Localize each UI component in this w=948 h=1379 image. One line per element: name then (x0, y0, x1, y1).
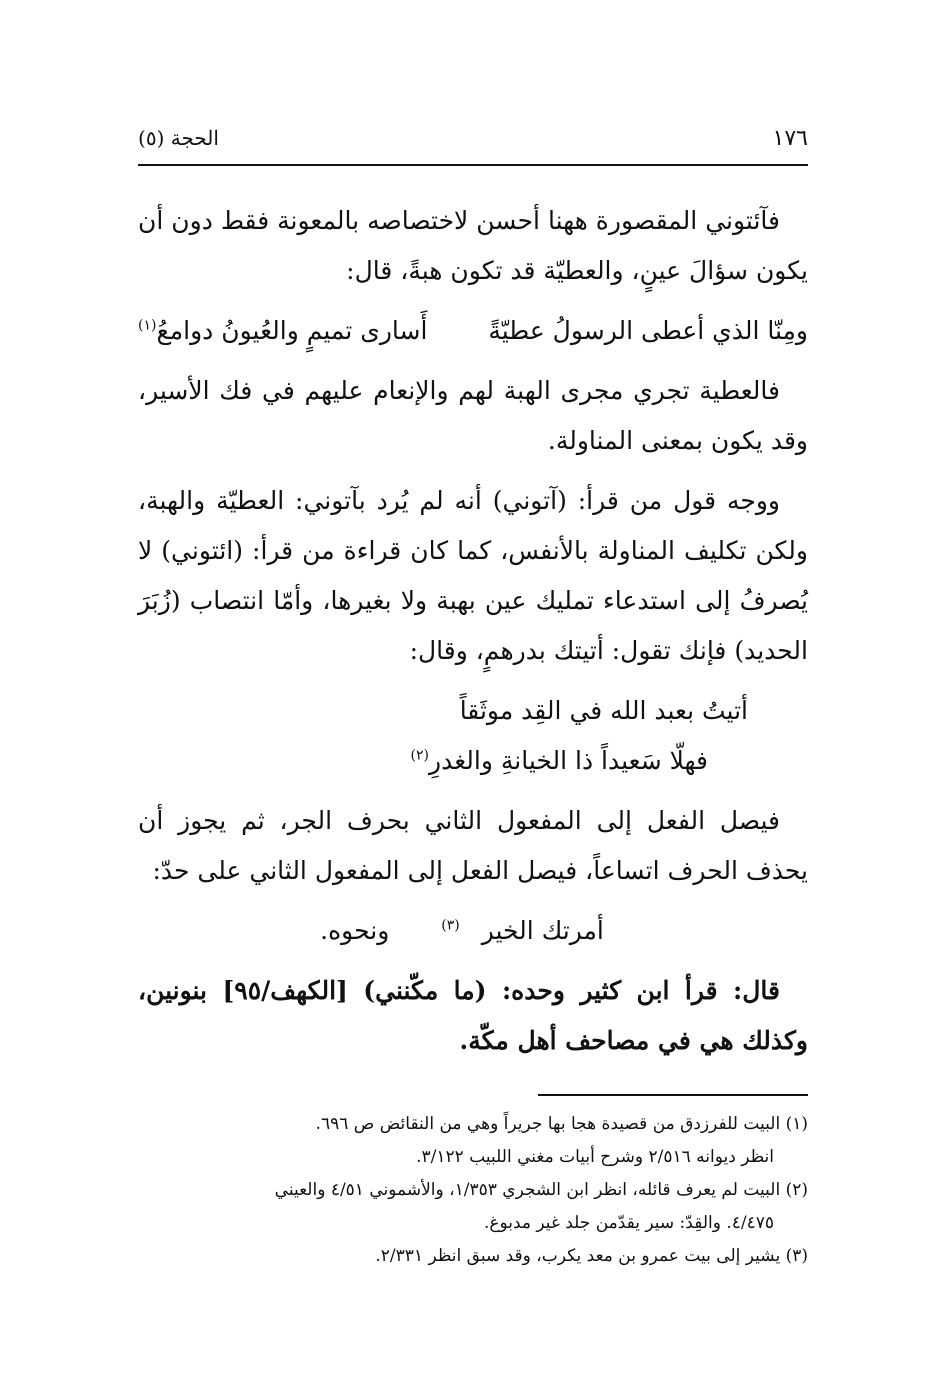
example-continuation: ونحوه. (320, 916, 390, 945)
footnote-2: (٢) البيت لم يعرف قائله، انظر ابن الشجري ١/٣٥٣، والأشموني ٤/٥١ والعيني (274, 1180, 808, 1200)
paragraph-1: فآئتوني المقصورة ههنا أحسن لاختصاصه بالمعونة فقط دون أن يكون سؤالَ عينٍ، والعطيّة قد تكون هبةً، قال: (138, 206, 808, 285)
paragraph-3: ووجه قول من قرأ: (آتوني) أنه لم يُرد بآتوني: العطيّة والهبة، ولكن تكليف المناولة بالأنفس، كما كان قراءة من قرأ: (ائتوني) لا يُصرفُ إلى استدعاء تمليك عين بهبة ولا بغيرها، وأمّا انتصاب (زُبَرَ الحديد) فإنك تقول: أتيتك بدرهمٍ، وقال: (138, 486, 808, 665)
page-number: ١٧٦ (772, 126, 808, 151)
paragraph-2: فالعطية تجري مجرى الهبة لهم والإنعام عليهم في فك الأسير، وقد يكون بمعنى المناولة. (138, 376, 808, 455)
verse-1 (138, 306, 808, 356)
page-header (138, 120, 808, 160)
footnote-rule (538, 1094, 808, 1096)
footnote-ref-1: (١) (138, 317, 157, 334)
footnote-1: (١) البيت للفرزدق من قصيدة هجا بها جريراً وهي من النقائض ص ٦٩٦. (315, 1114, 808, 1134)
verse-2-second-hemistich: فهلّا سَعيداً ذا الخيانةِ والغدرِ (429, 746, 708, 775)
example-phrase: أمرتك الخير (481, 916, 604, 945)
verse-2-first-hemistich: أتيتُ بعبد الله في القِد موثَقاً (459, 696, 748, 725)
verse-2 (138, 686, 808, 786)
footnotes (138, 1108, 808, 1273)
footnote-1-continued: انظر ديوانه ٢/٥١٦ وشرح أبيات مغني اللبيب ٣/١٢٢. (416, 1147, 774, 1167)
paragraph-5: قال: قرأ ابن كثير وحده: (ما مكّنني) [الكهف/٩٥] بنونين، وكذلك هي في مصاحف أهل مكّة. (138, 976, 808, 1055)
verse-1-second-hemistich: أَسارى تميمٍ والعُيونُ دوامعُ (156, 316, 428, 345)
example-line (138, 906, 808, 956)
verse-1-first-hemistich: ومِنّا الذي أعطى الرسولُ عطيّةً (488, 316, 808, 345)
footnote-ref-2: (٢) (410, 747, 429, 764)
footnote-ref-3: (٣) (441, 917, 460, 934)
footnote-2-continued: ٤/٤٧٥. والقِدّ: سير يقدّمن جلد غير مدبوغ. (483, 1213, 774, 1233)
running-title: الحجة (٥) (138, 126, 219, 150)
header-rule (138, 164, 808, 166)
paragraph-4: فيصل الفعل إلى المفعول الثاني بحرف الجر، ثم يجوز أن يحذف الحرف اتساعاً، فيصل الفعل إلى المفعول الثاني على حدّ: (138, 806, 808, 885)
main-text (138, 196, 808, 1066)
footnote-3: (٣) يشير إلى بيت عمرو بن معد يكرب، وقد سبق انظر ٢/٣٣١. (375, 1246, 808, 1266)
